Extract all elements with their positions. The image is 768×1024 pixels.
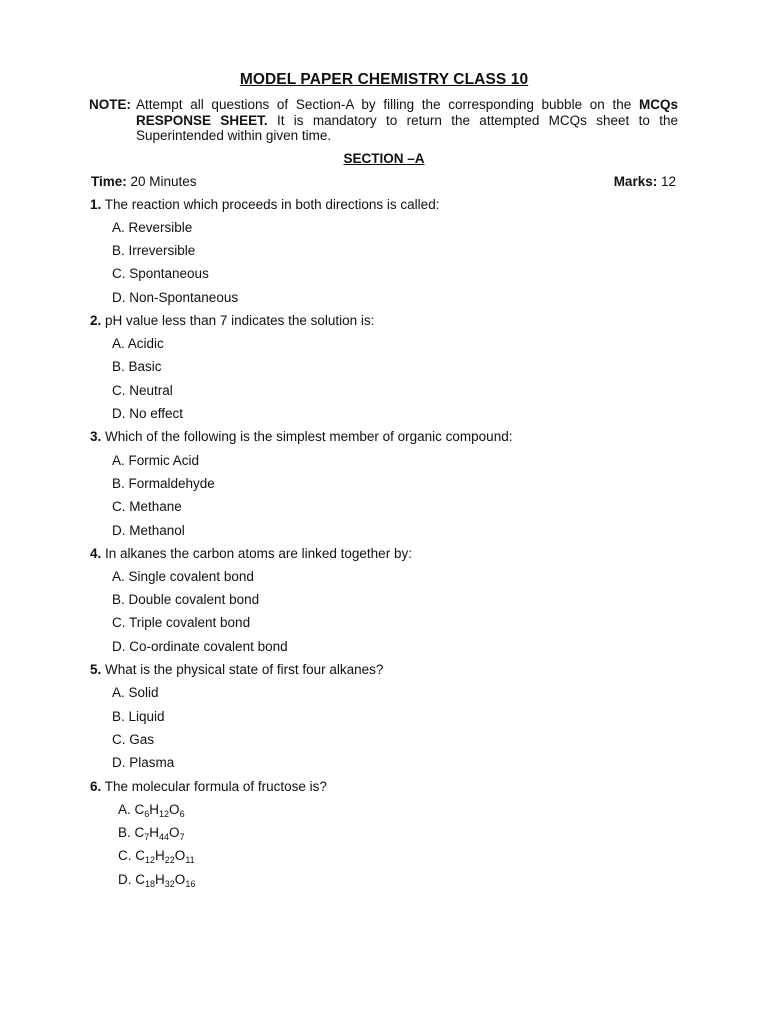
element-count: 12 xyxy=(159,809,170,819)
element-symbol: H xyxy=(155,872,165,887)
question-6 xyxy=(90,779,327,794)
section-heading: SECTION –A xyxy=(343,151,425,166)
note-text xyxy=(136,97,678,144)
question-3-option-c: C. Methane xyxy=(112,499,182,514)
time-label: Time: xyxy=(91,174,127,189)
question-1-option-c: C. Spontaneous xyxy=(112,266,209,281)
element-symbol: C xyxy=(134,825,145,840)
marks-value: 12 xyxy=(657,174,676,189)
option-letter: B. xyxy=(118,825,135,840)
question-3-option-b: B. Formaldehyde xyxy=(112,476,215,491)
question-3-option-d: D. Methanol xyxy=(112,523,185,538)
question-5-option-c: C. Gas xyxy=(112,732,155,747)
question-2-option-c: C. Neutral xyxy=(112,383,173,398)
element-count: 32 xyxy=(164,879,175,889)
question-number: 3. xyxy=(90,429,102,444)
question-2-option-a: A. Acidic xyxy=(112,336,164,351)
question-text: Which of the following is the simplest member of organic compound: xyxy=(101,429,513,444)
time-info xyxy=(91,174,197,189)
question-number: 2. xyxy=(90,313,102,328)
element-symbol: O xyxy=(169,825,180,840)
question-number: 5. xyxy=(90,662,102,677)
question-3 xyxy=(90,429,512,444)
element-count: 7 xyxy=(179,832,185,842)
question-1-option-b: B. Irreversible xyxy=(112,243,196,258)
question-4 xyxy=(90,546,412,561)
element-count: 12 xyxy=(145,855,156,865)
option-letter: C. xyxy=(118,848,136,863)
time-marks-row xyxy=(91,174,676,189)
element-count: 11 xyxy=(185,855,195,865)
page-title: MODEL PAPER CHEMISTRY CLASS 10 xyxy=(239,71,529,88)
element-count: 16 xyxy=(185,879,196,889)
note-label: NOTE: xyxy=(89,97,131,112)
question-5-option-a: A. Solid xyxy=(112,685,159,700)
element-count: 22 xyxy=(164,855,175,865)
question-6-option-d xyxy=(118,872,195,887)
question-2-option-d: D. No effect xyxy=(112,406,184,421)
question-5 xyxy=(90,662,383,677)
question-text: What is the physical state of first four alkanes? xyxy=(101,662,384,677)
question-4-option-c: C. Triple covalent bond xyxy=(112,615,251,630)
question-3-option-a: A. Formic Acid xyxy=(112,453,200,468)
question-5-option-d: D. Plasma xyxy=(112,755,175,770)
element-symbol: H xyxy=(149,825,160,840)
question-6-option-b xyxy=(118,825,185,840)
question-2 xyxy=(90,313,374,328)
question-text: In alkanes the carbon atoms are linked together by: xyxy=(101,546,412,561)
question-number: 1. xyxy=(90,197,102,212)
element-symbol: H xyxy=(155,848,165,863)
element-count: 6 xyxy=(179,809,185,819)
element-count: 44 xyxy=(159,832,170,842)
element-symbol: H xyxy=(149,802,160,817)
question-4-option-b: B. Double covalent bond xyxy=(112,592,260,607)
question-1-option-d: D. Non-Spontaneous xyxy=(112,290,239,305)
note-bold-text: MCQs RESPONSE SHEET. xyxy=(136,97,678,128)
question-1 xyxy=(90,197,439,212)
element-count: 18 xyxy=(145,879,156,889)
marks-label: Marks: xyxy=(613,174,658,189)
element-symbol: C xyxy=(135,872,146,887)
note-text-part-2: It is mandatory to return the attempted MCQs sheet to the Superintended within given time. xyxy=(136,112,678,143)
note-text-part-1: Attempt all questions of Section-A by filling the corresponding bubble on the xyxy=(136,97,639,112)
element-symbol: O xyxy=(174,848,186,863)
question-text: pH value less than 7 indicates the solution is: xyxy=(101,313,375,328)
marks-info xyxy=(614,174,676,189)
question-text: The molecular formula of fructose is? xyxy=(101,779,327,794)
question-4-option-a: A. Single covalent bond xyxy=(112,569,254,584)
time-value: 20 Minutes xyxy=(126,174,197,189)
element-count: 7 xyxy=(144,832,150,842)
question-2-option-b: B. Basic xyxy=(112,359,162,374)
element-count: 6 xyxy=(144,809,150,819)
question-6-option-c xyxy=(118,848,195,863)
question-1-option-a: A. Reversible xyxy=(112,220,193,235)
question-number: 4. xyxy=(90,546,102,561)
option-letter: A. xyxy=(118,802,135,817)
option-letter: D. xyxy=(118,872,136,887)
question-5-option-b: B. Liquid xyxy=(112,709,165,724)
element-symbol: O xyxy=(174,872,186,887)
element-symbol: C xyxy=(134,802,145,817)
question-text: The reaction which proceeds in both directions is called: xyxy=(101,197,440,212)
question-4-option-d: D. Co-ordinate covalent bond xyxy=(112,639,288,654)
element-symbol: C xyxy=(135,848,146,863)
element-symbol: O xyxy=(169,802,180,817)
question-number: 6. xyxy=(90,779,102,794)
note-block xyxy=(89,97,678,144)
question-6-option-a xyxy=(118,802,185,817)
